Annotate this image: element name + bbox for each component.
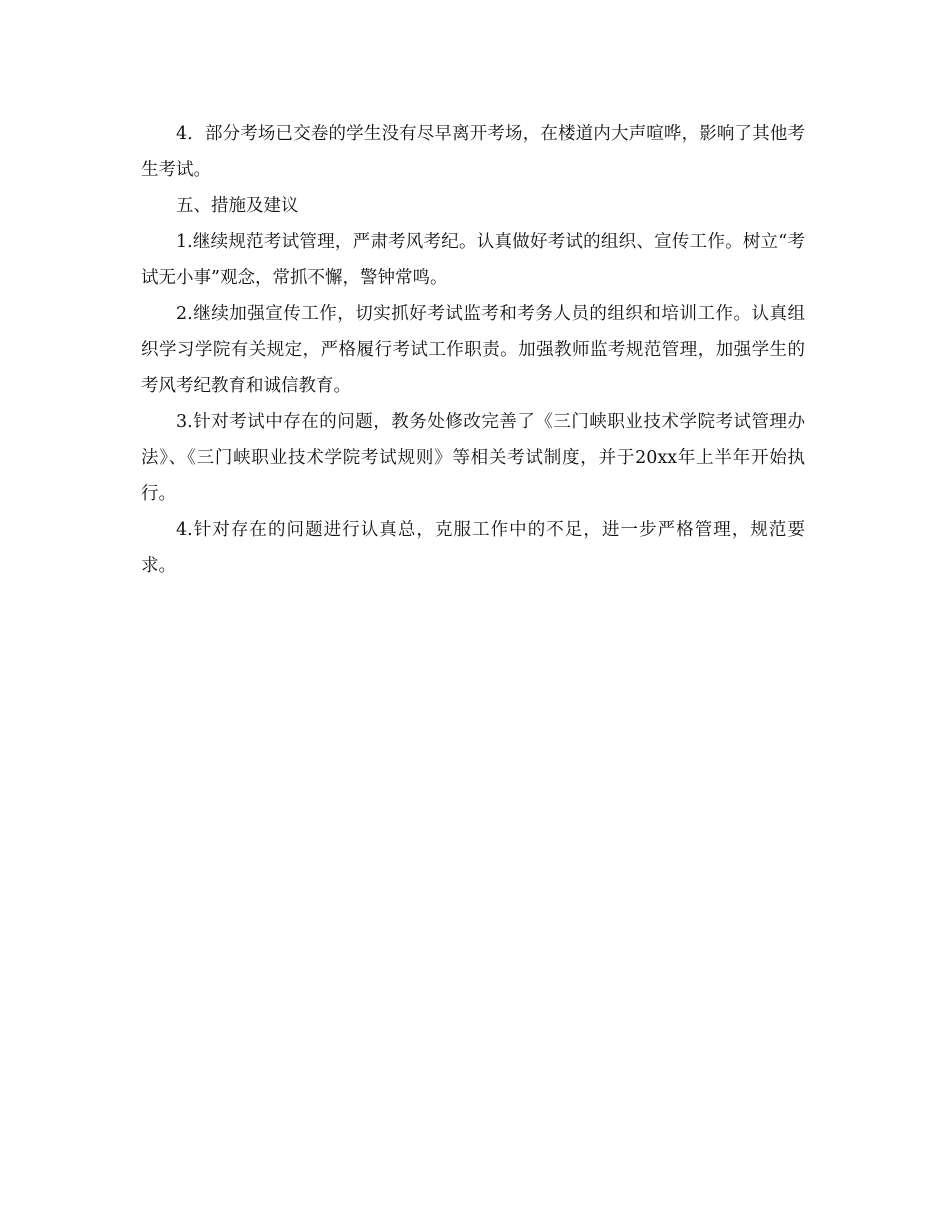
paragraph-measure-4: 4.针对存在的问题进行认真总，克服工作中的不足，进一步严格管理，规范要求。 bbox=[141, 520, 805, 576]
paragraph-issue-4: 4．部分考场已交卷的学生没有尽早离开考场，在楼道内大声喧哗，影响了其他考生考试。 bbox=[141, 124, 805, 180]
paragraph-measure-2: 2.继续加强宣传工作，切实抓好考试监考和考务人员的组织和培训工作。认真组织学习学院有关规定，严格履行考试工作职责。加强教师监考规范管理，加强学生的考风考纪教育和诚信教育。 bbox=[141, 304, 805, 396]
paragraph-measure-3: 3.针对考试中存在的问题，教务处修改完善了《三门峡职业技术学院考试管理办法》、《三门峡职业技术学院考试规则》等相关考试制度，并于20xx年上半年开始执行。 bbox=[141, 412, 805, 504]
paragraph-measure-1: 1.继续规范考试管理，严肃考风考纪。认真做好考试的组织、宣传工作。树立“考试无小事”观念，常抓不懈，警钟常鸣。 bbox=[141, 232, 805, 288]
document-body bbox=[141, 116, 805, 584]
section-heading-measures: 五、措施及建议 bbox=[176, 196, 299, 216]
